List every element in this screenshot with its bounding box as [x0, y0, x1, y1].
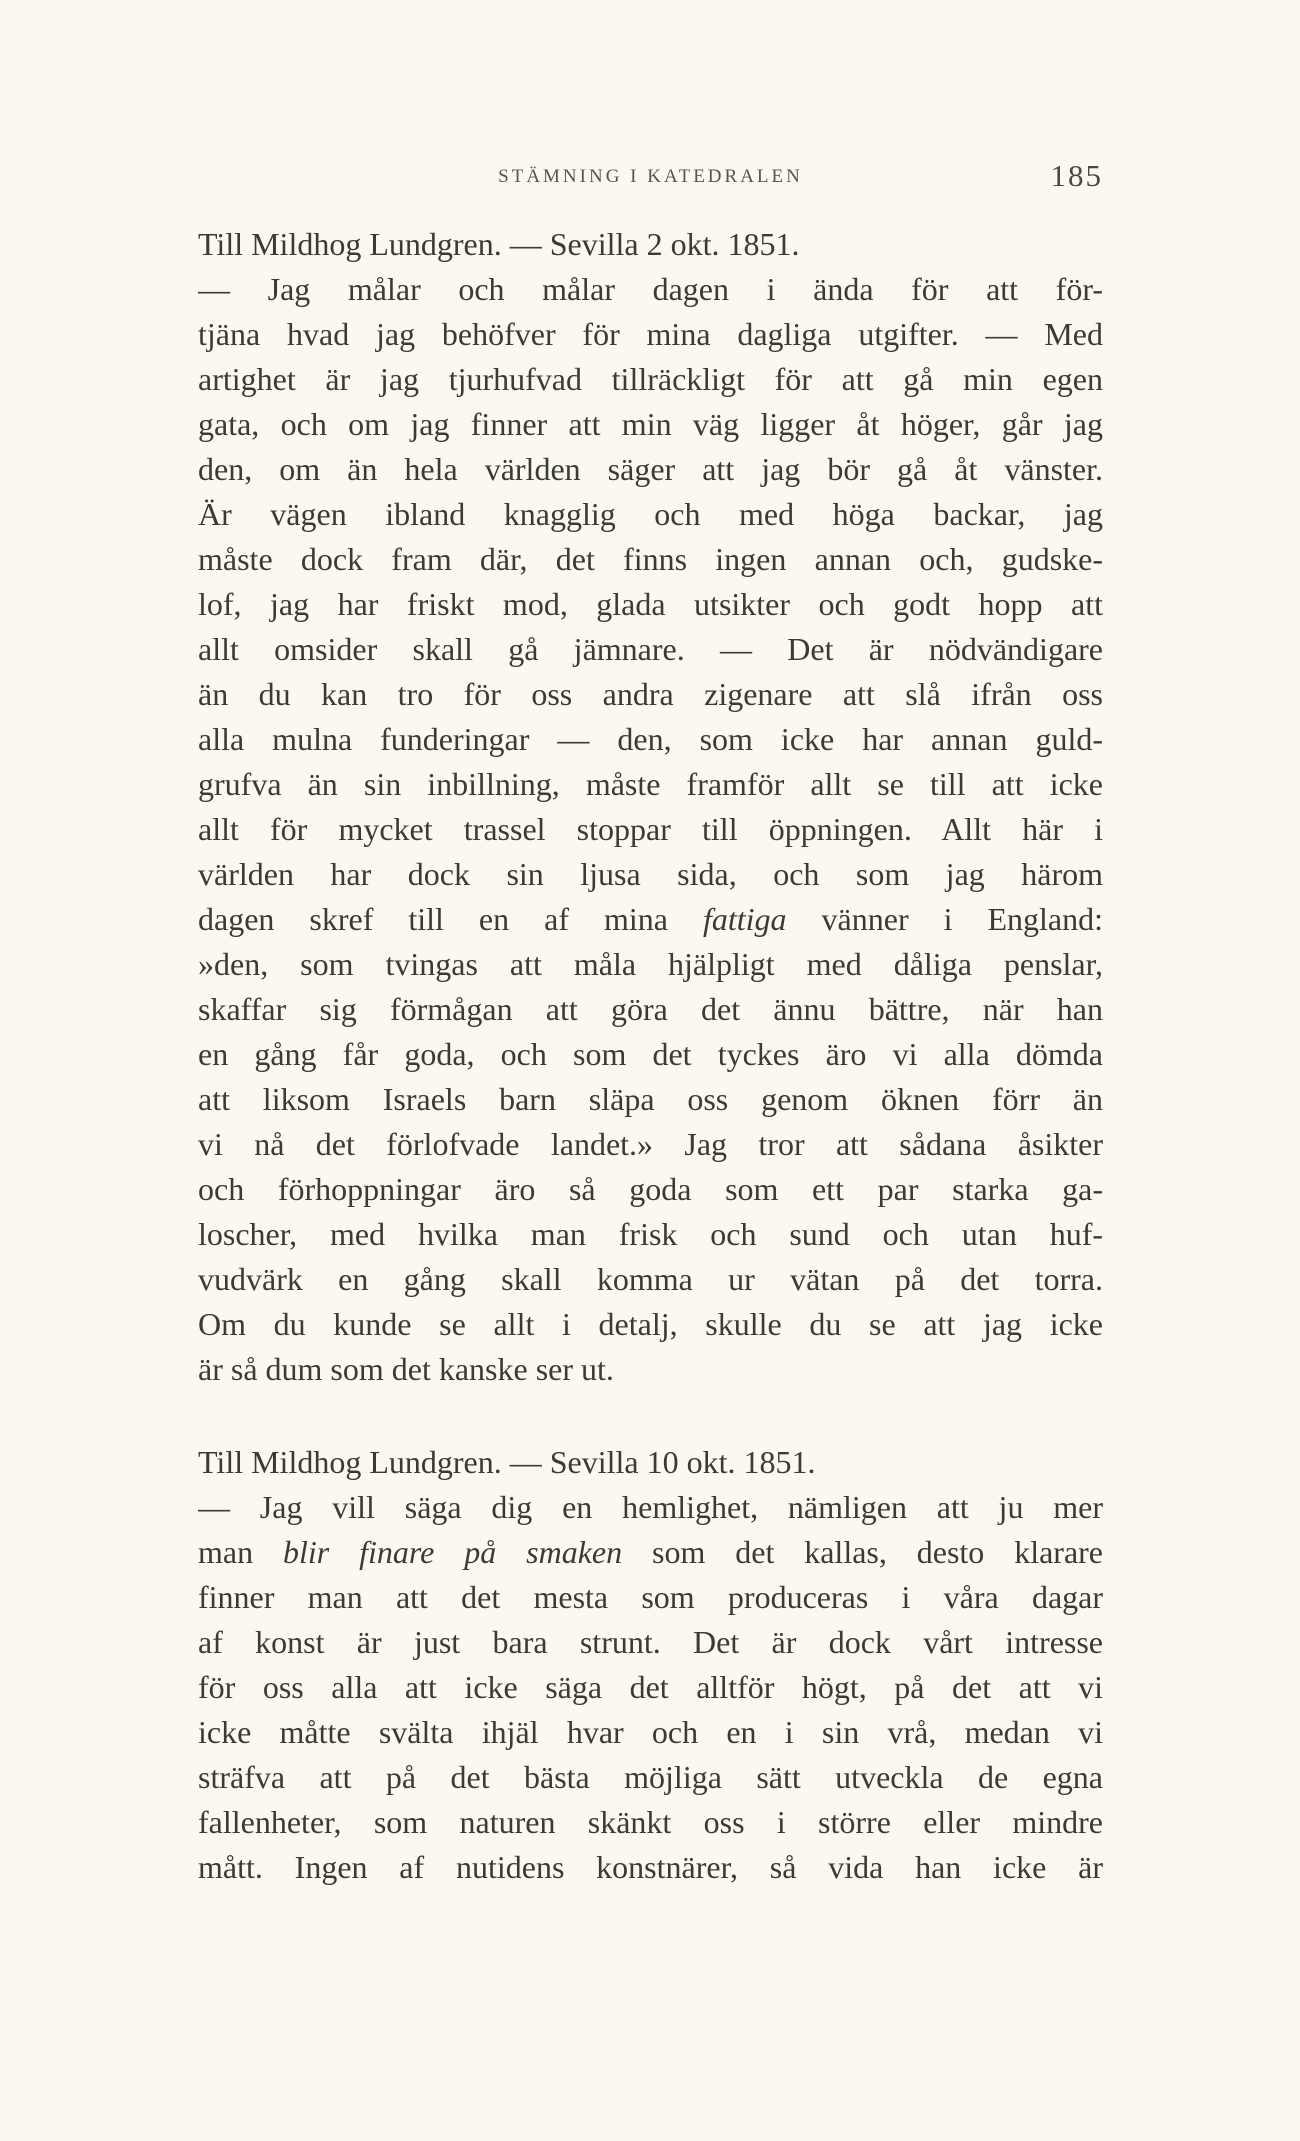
letter-1: [198, 222, 1103, 1392]
running-title: STÄMNING I KATEDRALEN: [498, 166, 803, 187]
text-line: artighet är jag tjurhufvad tillräckligt för att gå min egen: [198, 361, 1103, 397]
running-head: [198, 158, 1103, 198]
text-line: finner man att det mesta som produceras i våra dagar: [198, 1579, 1103, 1615]
text-line: — Jag målar och målar dagen i ända för att för-: [198, 271, 1103, 307]
text-line-with-italic: [198, 1530, 1103, 1575]
text-line: skaffar sig förmågan att göra det ännu bättre, när han: [198, 991, 1103, 1027]
text-line: lof, jag har friskt mod, glada utsikter och godt hopp att: [198, 586, 1103, 622]
page-number: 185: [1050, 158, 1103, 193]
text-line: af konst är just bara strunt. Det är dock vårt intresse: [198, 1624, 1103, 1660]
text-segment: vänner i England:: [821, 901, 1103, 937]
text-line: den, om än hela världen säger att jag bör gå åt vänster.: [198, 451, 1103, 487]
text-line: fallenheter, som naturen skänkt oss i större eller mindre: [198, 1804, 1103, 1840]
text-line: icke måtte svälta ihjäl hvar och en i sin vrå, medan vi: [198, 1714, 1103, 1750]
text-line: Om du kunde se allt i detalj, skulle du se att jag icke: [198, 1306, 1103, 1342]
text-line: allt för mycket trassel stoppar till öppningen. Allt här i: [198, 811, 1103, 847]
text-line: sträfva att på det bästa möjliga sätt utveckla de egna: [198, 1759, 1103, 1795]
italic-phrase: blir finare på smaken: [282, 1534, 623, 1570]
text-line: är så dum som det kanske ser ut.: [198, 1351, 614, 1387]
text-line: — Jag vill säga dig en hemlighet, nämligen att ju mer: [198, 1489, 1103, 1525]
letter-heading: Till Mildhog Lundgren. — Sevilla 2 okt. 1851.: [198, 226, 800, 262]
text-line: än du kan tro för oss andra zigenare att slå ifrån oss: [198, 676, 1103, 712]
text-line: alla mulna funderingar — den, som icke har annan guld-: [198, 721, 1103, 757]
text-line: vudvärk en gång skall komma ur vätan på det torra.: [198, 1261, 1103, 1297]
text-line: grufva än sin inbillning, måste framför allt se till att icke: [198, 766, 1103, 802]
text-line: måste dock fram där, det finns ingen annan och, gudske-: [198, 541, 1103, 577]
letter-2: [198, 1440, 1103, 1890]
text-line-with-italic: [198, 897, 1103, 942]
text-line: mått. Ingen af nutidens konstnärer, så vida han icke är: [198, 1849, 1103, 1885]
text-segment: man: [198, 1534, 254, 1570]
letter-heading: Till Mildhog Lundgren. — Sevilla 10 okt. 1851.: [198, 1444, 816, 1480]
text-line: och förhoppningar äro så goda som ett par starka ga-: [198, 1171, 1103, 1207]
text-line: världen har dock sin ljusa sida, och som jag härom: [198, 856, 1103, 892]
text-line: tjäna hvad jag behöfver för mina dagliga utgifter. — Med: [198, 316, 1103, 352]
text-line: allt omsider skall gå jämnare. — Det är nödvändigare: [198, 631, 1103, 667]
text-line: »den, som tvingas att måla hjälpligt med dåliga penslar,: [198, 946, 1103, 982]
text-line: för oss alla att icke säga det alltför högt, på det att vi: [198, 1669, 1103, 1705]
text-line: en gång får goda, och som det tyckes äro vi alla dömda: [198, 1036, 1103, 1072]
text-line: loscher, med hvilka man frisk och sund och utan huf-: [198, 1216, 1103, 1252]
text-segment: dagen skref till en af mina: [198, 901, 668, 937]
text-segment: som det kallas, desto klarare: [652, 1534, 1103, 1570]
text-line: Är vägen ibland knagglig och med höga backar, jag: [198, 496, 1103, 532]
text-line: gata, och om jag finner att min väg ligger åt höger, går jag: [198, 406, 1103, 442]
italic-word: fattiga: [702, 901, 787, 937]
text-line: vi nå det förlofvade landet.» Jag tror att sådana åsikter: [198, 1126, 1103, 1162]
text-line: att liksom Israels barn släpa oss genom öknen förr än: [198, 1081, 1103, 1117]
